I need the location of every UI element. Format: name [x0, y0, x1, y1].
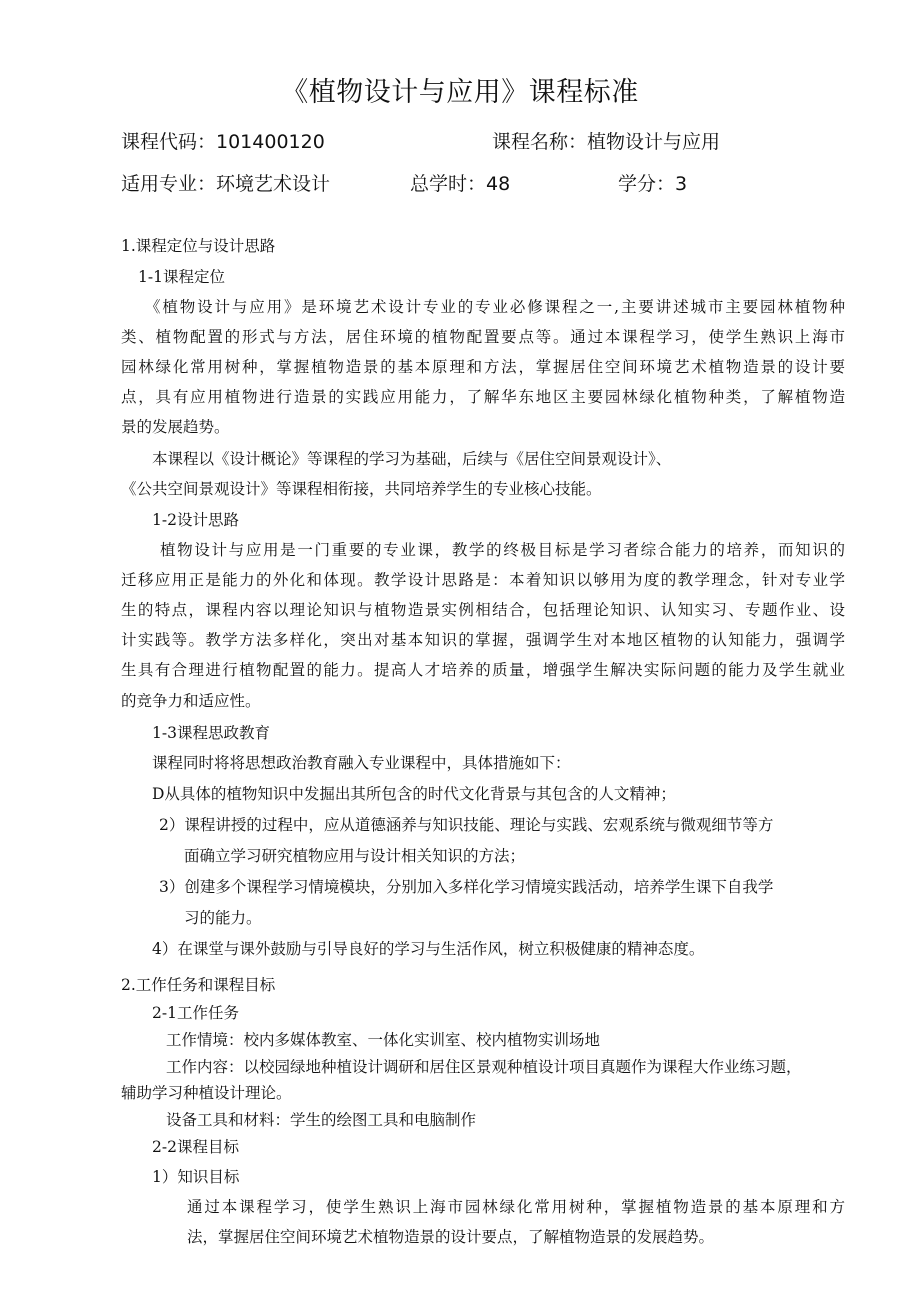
paragraph-line: 辅助学习种植设计理论。 — [121, 1084, 292, 1102]
subsection-heading: 2-2课程目标 — [152, 1138, 239, 1156]
paragraph-line: 迁移应用正是能力的外化和体现。教学设计思路是：本着知识以够用为度的教学理念，针对专业学 — [121, 571, 845, 589]
document-title: 《植物设计与应用》课程标准 — [281, 77, 639, 108]
list-item: D从具体的植物知识中发掘出其所包含的时代文化背景与其包含的人文精神； — [152, 785, 676, 803]
section-heading: 2.工作任务和课程目标 — [121, 976, 276, 994]
paragraph-line: 通过本课程学习，使学生熟识上海市园林绿化常用树种，掌握植物造景的基本原理和方 — [187, 1198, 845, 1216]
subsection-heading: 1-3课程思政教育 — [152, 724, 270, 742]
paragraph-line: 《公共空间景观设计》等课程相衔接，共同培养学生的专业核心技能。 — [121, 480, 602, 498]
applicable-major: 适用专业：环境艺术设计 — [121, 173, 331, 195]
list-item: 4）在课堂与课外鼓励与引导良好的学习与生活作风，树立积极健康的精神态度。 — [152, 940, 705, 958]
list-item: 1）知识目标 — [152, 1168, 240, 1186]
paragraph-line: 课程同时将将思想政治教育融入专业课程中，具体措施如下： — [152, 754, 571, 772]
paragraph-line: 法，掌握居住空间环境艺术植物造景的设计要点，了解植物造景的发展趋势。 — [187, 1228, 715, 1246]
paragraph-line: 点，具有应用植物进行造景的实践应用能力，了解华东地区主要园林绿化植物种类，了解植物造 — [121, 388, 845, 406]
course-name: 课程名称：植物设计与应用 — [492, 131, 721, 153]
course-code: 课程代码：101400120 — [121, 131, 325, 153]
paragraph-line: 植物设计与应用是一门重要的专业课，教学的终极目标是学习者综合能力的培养，而知识的 — [160, 541, 845, 559]
paragraph-line: 工作情境：校内多媒体教室、一体化实训室、校内植物实训场地 — [166, 1031, 601, 1049]
subsection-heading: 1-2设计思路 — [152, 511, 239, 529]
section-heading: 1.课程定位与设计思路 — [121, 237, 276, 255]
paragraph-line: 计实践等。教学方法多样化，突出对基本知识的掌握，强调学生对本地区植物的认知能力，强调学 — [121, 631, 845, 649]
paragraph-line: 《植物设计与应用》是环境艺术设计专业的专业必修课程之一,主要讲述城市主要园林植物种 — [145, 298, 845, 316]
total-hours: 总学时：48 — [410, 173, 511, 195]
list-item-continuation: 面确立学习研究植物应用与设计相关知识的方法； — [184, 847, 526, 865]
paragraph-line: 工作内容：以校园绿地种植设计调研和居住区景观种植设计项目真题作为课程大作业练习题， — [166, 1058, 802, 1076]
credits: 学分：3 — [618, 173, 688, 195]
list-item-continuation: 习的能力。 — [184, 909, 262, 927]
paragraph-line: 生具有合理进行植物配置的能力。提高人才培养的质量，增强学生解决实际问题的能力及学生就业 — [121, 661, 845, 679]
paragraph-line: 类、植物配置的形式与方法，居住环境的植物配置要点等。通过本课程学习，使学生熟识上海市 — [121, 328, 845, 346]
paragraph-line: 园林绿化常用树种，掌握植物造景的基本原理和方法，掌握居住空间环境艺术植物造景的设计要 — [121, 358, 845, 376]
paragraph-line: 景的发展趋势。 — [121, 418, 230, 436]
list-item: 3）创建多个课程学习情境模块，分别加入多样化学习情境实践活动，培养学生课下自我学 — [159, 878, 774, 896]
subsection-heading: 2-1工作任务 — [152, 1004, 239, 1022]
subsection-heading: 1-1课程定位 — [138, 268, 225, 286]
paragraph-line: 生的特点，课程内容以理论知识与植物造景实例相结合，包括理论知识、认知实习、专题作业、设 — [121, 601, 845, 619]
paragraph-line: 本课程以《设计概论》等课程的学习为基础，后续与《居住空间景观设计》、 — [152, 450, 672, 468]
paragraph-line: 设备工具和材料：学生的绘图工具和电脑制作 — [166, 1111, 477, 1129]
paragraph-line: 的竞争力和适应性。 — [121, 692, 261, 710]
list-item: 2）课程讲授的过程中，应从道德涵养与知识技能、理论与实践、宏观系统与微观细节等方 — [159, 816, 774, 834]
